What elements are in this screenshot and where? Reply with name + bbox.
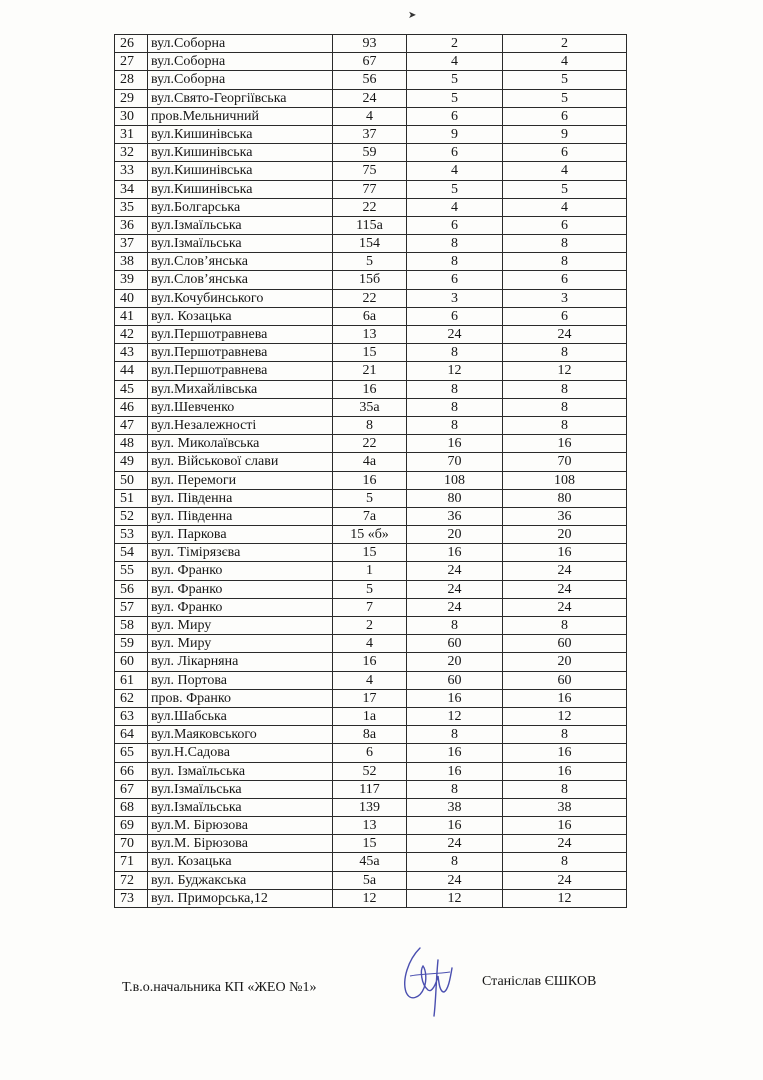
count-a: 9 — [407, 125, 503, 143]
row-number: 43 — [115, 344, 148, 362]
house-number: 15 — [333, 344, 407, 362]
count-b: 24 — [503, 562, 627, 580]
count-a: 38 — [407, 798, 503, 816]
count-b: 5 — [503, 180, 627, 198]
table-row — [115, 562, 627, 580]
row-number: 69 — [115, 817, 148, 835]
house-number: 17 — [333, 689, 407, 707]
count-b: 12 — [503, 362, 627, 380]
count-b: 38 — [503, 798, 627, 816]
street-name: вул.Незалежності — [148, 416, 333, 434]
count-b: 60 — [503, 671, 627, 689]
count-a: 16 — [407, 762, 503, 780]
house-number: 115а — [333, 216, 407, 234]
street-name: вул.Кочубинського — [148, 289, 333, 307]
row-number: 57 — [115, 598, 148, 616]
count-a: 6 — [407, 144, 503, 162]
row-number: 44 — [115, 362, 148, 380]
row-number: 71 — [115, 853, 148, 871]
table-row — [115, 235, 627, 253]
table-row — [115, 689, 627, 707]
row-number: 55 — [115, 562, 148, 580]
count-a: 8 — [407, 416, 503, 434]
table-row — [115, 144, 627, 162]
street-name: вул.Першотравнева — [148, 326, 333, 344]
count-a: 108 — [407, 471, 503, 489]
count-a: 24 — [407, 326, 503, 344]
row-number: 42 — [115, 326, 148, 344]
count-b: 16 — [503, 435, 627, 453]
row-number: 64 — [115, 726, 148, 744]
street-name: вул.Кишинівська — [148, 180, 333, 198]
count-a: 16 — [407, 544, 503, 562]
house-number: 37 — [333, 125, 407, 143]
count-b: 8 — [503, 780, 627, 798]
row-number: 37 — [115, 235, 148, 253]
count-b: 24 — [503, 598, 627, 616]
table-row — [115, 817, 627, 835]
count-a: 8 — [407, 235, 503, 253]
count-b: 8 — [503, 416, 627, 434]
row-number: 50 — [115, 471, 148, 489]
table-row — [115, 798, 627, 816]
count-b: 24 — [503, 326, 627, 344]
house-number: 67 — [333, 53, 407, 71]
table-row — [115, 71, 627, 89]
house-number: 22 — [333, 198, 407, 216]
house-number: 13 — [333, 326, 407, 344]
count-a: 24 — [407, 562, 503, 580]
table-row — [115, 489, 627, 507]
row-number: 32 — [115, 144, 148, 162]
street-name: вул.Соборна — [148, 71, 333, 89]
row-number: 31 — [115, 125, 148, 143]
count-b: 5 — [503, 89, 627, 107]
count-a: 8 — [407, 380, 503, 398]
house-number: 45а — [333, 853, 407, 871]
table-row — [115, 253, 627, 271]
street-name: вул. Буджакська — [148, 871, 333, 889]
row-number: 60 — [115, 653, 148, 671]
count-a: 8 — [407, 398, 503, 416]
count-a: 60 — [407, 671, 503, 689]
count-b: 80 — [503, 489, 627, 507]
street-name: вул. Франко — [148, 598, 333, 616]
count-a: 24 — [407, 871, 503, 889]
street-name: вул.Н.Садова — [148, 744, 333, 762]
house-number: 52 — [333, 762, 407, 780]
table-row — [115, 89, 627, 107]
house-number: 22 — [333, 289, 407, 307]
count-b: 8 — [503, 380, 627, 398]
count-a: 8 — [407, 344, 503, 362]
count-a: 6 — [407, 107, 503, 125]
street-name: вул. Козацька — [148, 307, 333, 325]
row-number: 34 — [115, 180, 148, 198]
table-row — [115, 780, 627, 798]
count-b: 70 — [503, 453, 627, 471]
count-a: 2 — [407, 35, 503, 53]
row-number: 59 — [115, 635, 148, 653]
signature — [390, 940, 470, 1020]
count-a: 5 — [407, 180, 503, 198]
table-row — [115, 125, 627, 143]
table-row — [115, 617, 627, 635]
row-number: 66 — [115, 762, 148, 780]
table-row — [115, 598, 627, 616]
count-b: 8 — [503, 398, 627, 416]
street-name: вул.Кишинівська — [148, 162, 333, 180]
count-b: 8 — [503, 853, 627, 871]
street-name: вул.Михайлівська — [148, 380, 333, 398]
count-a: 12 — [407, 707, 503, 725]
table-row — [115, 453, 627, 471]
street-name: вул. Паркова — [148, 526, 333, 544]
row-number: 51 — [115, 489, 148, 507]
house-number: 7 — [333, 598, 407, 616]
street-name: вул. Миколаївська — [148, 435, 333, 453]
row-number: 26 — [115, 35, 148, 53]
table-row — [115, 744, 627, 762]
count-a: 20 — [407, 526, 503, 544]
house-number: 15 — [333, 835, 407, 853]
house-number: 8 — [333, 416, 407, 434]
row-number: 47 — [115, 416, 148, 434]
table-row — [115, 580, 627, 598]
scan-mark: ➤ — [408, 10, 417, 21]
count-a: 70 — [407, 453, 503, 471]
street-name: вул.Шевченко — [148, 398, 333, 416]
row-number: 29 — [115, 89, 148, 107]
street-name: вул. Південна — [148, 489, 333, 507]
street-name: вул. Миру — [148, 617, 333, 635]
table-row — [115, 198, 627, 216]
count-a: 5 — [407, 89, 503, 107]
row-number: 33 — [115, 162, 148, 180]
table-row — [115, 416, 627, 434]
count-a: 12 — [407, 362, 503, 380]
count-a: 5 — [407, 71, 503, 89]
table-row — [115, 180, 627, 198]
count-b: 6 — [503, 271, 627, 289]
count-a: 16 — [407, 744, 503, 762]
count-a: 8 — [407, 617, 503, 635]
row-number: 38 — [115, 253, 148, 271]
count-a: 16 — [407, 817, 503, 835]
count-b: 36 — [503, 507, 627, 525]
table-row — [115, 726, 627, 744]
row-number: 49 — [115, 453, 148, 471]
count-b: 108 — [503, 471, 627, 489]
count-b: 3 — [503, 289, 627, 307]
house-number: 154 — [333, 235, 407, 253]
house-number: 7а — [333, 507, 407, 525]
house-number: 6а — [333, 307, 407, 325]
count-b: 16 — [503, 544, 627, 562]
street-name: вул. Ізмаїльська — [148, 762, 333, 780]
count-b: 12 — [503, 707, 627, 725]
row-number: 48 — [115, 435, 148, 453]
count-b: 4 — [503, 53, 627, 71]
street-name: вул. Франко — [148, 562, 333, 580]
table-row — [115, 507, 627, 525]
signer-position: Т.в.о.начальника КП «ЖЕО №1» — [122, 980, 317, 995]
count-a: 4 — [407, 53, 503, 71]
count-b: 24 — [503, 871, 627, 889]
house-number: 15 — [333, 544, 407, 562]
count-b: 24 — [503, 835, 627, 853]
table-row — [115, 271, 627, 289]
table-row — [115, 35, 627, 53]
row-number: 67 — [115, 780, 148, 798]
count-a: 16 — [407, 689, 503, 707]
street-name: вул. Тімірязєва — [148, 544, 333, 562]
street-name: вул. Південна — [148, 507, 333, 525]
address-table — [114, 34, 627, 908]
count-a: 4 — [407, 198, 503, 216]
house-number: 56 — [333, 71, 407, 89]
row-number: 62 — [115, 689, 148, 707]
house-number: 5 — [333, 580, 407, 598]
street-name: вул.Першотравнева — [148, 362, 333, 380]
street-name: вул. Лікарняна — [148, 653, 333, 671]
street-name: вул.Першотравнева — [148, 344, 333, 362]
house-number: 12 — [333, 889, 407, 907]
table-row — [115, 635, 627, 653]
house-number: 8а — [333, 726, 407, 744]
count-b: 16 — [503, 817, 627, 835]
row-number: 58 — [115, 617, 148, 635]
row-number: 63 — [115, 707, 148, 725]
count-b: 8 — [503, 253, 627, 271]
row-number: 72 — [115, 871, 148, 889]
count-b: 8 — [503, 235, 627, 253]
count-b: 16 — [503, 689, 627, 707]
house-number: 1а — [333, 707, 407, 725]
count-b: 20 — [503, 653, 627, 671]
row-number: 52 — [115, 507, 148, 525]
table-row — [115, 835, 627, 853]
street-name: пров. Франко — [148, 689, 333, 707]
table-row — [115, 871, 627, 889]
table-row — [115, 162, 627, 180]
count-b: 6 — [503, 216, 627, 234]
table-row — [115, 326, 627, 344]
count-b: 6 — [503, 144, 627, 162]
count-a: 60 — [407, 635, 503, 653]
count-a: 3 — [407, 289, 503, 307]
table-row — [115, 307, 627, 325]
street-name: вул.Ізмаїльська — [148, 235, 333, 253]
street-name: вул.Ізмаїльська — [148, 798, 333, 816]
house-number: 4 — [333, 635, 407, 653]
table-row — [115, 380, 627, 398]
count-a: 6 — [407, 271, 503, 289]
table-row — [115, 344, 627, 362]
street-name: вул.Соборна — [148, 53, 333, 71]
row-number: 40 — [115, 289, 148, 307]
row-number: 61 — [115, 671, 148, 689]
street-name: вул.Болгарська — [148, 198, 333, 216]
count-b: 4 — [503, 162, 627, 180]
row-number: 39 — [115, 271, 148, 289]
house-number: 15 «б» — [333, 526, 407, 544]
street-name: вул.Слов’янська — [148, 271, 333, 289]
street-name: вул. Козацька — [148, 853, 333, 871]
table-row — [115, 707, 627, 725]
street-name: вул.Свято-Георгіївська — [148, 89, 333, 107]
street-name: вул.Ізмаїльська — [148, 216, 333, 234]
house-number: 75 — [333, 162, 407, 180]
house-number: 5а — [333, 871, 407, 889]
street-name: вул.Маяковського — [148, 726, 333, 744]
table-row — [115, 889, 627, 907]
table-row — [115, 471, 627, 489]
count-b: 16 — [503, 744, 627, 762]
row-number: 27 — [115, 53, 148, 71]
street-name: вул. Миру — [148, 635, 333, 653]
house-number: 15б — [333, 271, 407, 289]
table-row — [115, 435, 627, 453]
house-number: 21 — [333, 362, 407, 380]
count-b: 6 — [503, 107, 627, 125]
table-row — [115, 526, 627, 544]
signer-name: Станіслав ЄШКОВ — [482, 974, 597, 989]
row-number: 53 — [115, 526, 148, 544]
house-number: 117 — [333, 780, 407, 798]
row-number: 28 — [115, 71, 148, 89]
street-name: вул. Франко — [148, 580, 333, 598]
count-a: 8 — [407, 253, 503, 271]
count-a: 36 — [407, 507, 503, 525]
house-number: 139 — [333, 798, 407, 816]
street-name: вул.Кишинівська — [148, 144, 333, 162]
house-number: 35а — [333, 398, 407, 416]
row-number: 70 — [115, 835, 148, 853]
count-b: 12 — [503, 889, 627, 907]
street-name: вул. Портова — [148, 671, 333, 689]
house-number: 16 — [333, 653, 407, 671]
table-row — [115, 544, 627, 562]
count-a: 4 — [407, 162, 503, 180]
count-a: 8 — [407, 726, 503, 744]
row-number: 41 — [115, 307, 148, 325]
count-b: 16 — [503, 762, 627, 780]
house-number: 4а — [333, 453, 407, 471]
house-number: 22 — [333, 435, 407, 453]
house-number: 13 — [333, 817, 407, 835]
table-row — [115, 216, 627, 234]
table-row — [115, 398, 627, 416]
count-a: 20 — [407, 653, 503, 671]
street-name: вул.Слов’янська — [148, 253, 333, 271]
house-number: 5 — [333, 253, 407, 271]
count-b: 24 — [503, 580, 627, 598]
table-row — [115, 853, 627, 871]
count-a: 12 — [407, 889, 503, 907]
row-number: 56 — [115, 580, 148, 598]
count-b: 8 — [503, 617, 627, 635]
count-a: 80 — [407, 489, 503, 507]
count-b: 5 — [503, 71, 627, 89]
house-number: 1 — [333, 562, 407, 580]
house-number: 77 — [333, 180, 407, 198]
street-name: вул.Соборна — [148, 35, 333, 53]
table-row — [115, 762, 627, 780]
row-number: 65 — [115, 744, 148, 762]
row-number: 45 — [115, 380, 148, 398]
count-a: 24 — [407, 580, 503, 598]
row-number: 54 — [115, 544, 148, 562]
table-row — [115, 53, 627, 71]
row-number: 30 — [115, 107, 148, 125]
table-row — [115, 289, 627, 307]
street-name: вул. Перемоги — [148, 471, 333, 489]
house-number: 6 — [333, 744, 407, 762]
house-number: 4 — [333, 107, 407, 125]
count-a: 8 — [407, 780, 503, 798]
table-row — [115, 671, 627, 689]
street-name: вул. Приморська,12 — [148, 889, 333, 907]
count-b: 6 — [503, 307, 627, 325]
street-name: вул.Кишинівська — [148, 125, 333, 143]
row-number: 73 — [115, 889, 148, 907]
count-a: 8 — [407, 853, 503, 871]
house-number: 16 — [333, 471, 407, 489]
house-number: 4 — [333, 671, 407, 689]
street-name: вул.М. Бірюзова — [148, 817, 333, 835]
count-b: 60 — [503, 635, 627, 653]
count-a: 24 — [407, 835, 503, 853]
count-a: 24 — [407, 598, 503, 616]
count-b: 8 — [503, 726, 627, 744]
street-name: вул.М. Бірюзова — [148, 835, 333, 853]
count-a: 6 — [407, 216, 503, 234]
address-table-body — [115, 35, 627, 908]
table-row — [115, 362, 627, 380]
house-number: 16 — [333, 380, 407, 398]
table-row — [115, 107, 627, 125]
count-a: 16 — [407, 435, 503, 453]
row-number: 46 — [115, 398, 148, 416]
house-number: 5 — [333, 489, 407, 507]
house-number: 24 — [333, 89, 407, 107]
count-b: 20 — [503, 526, 627, 544]
count-b: 8 — [503, 344, 627, 362]
count-b: 4 — [503, 198, 627, 216]
street-name: вул.Ізмаїльська — [148, 780, 333, 798]
count-b: 2 — [503, 35, 627, 53]
table-row — [115, 653, 627, 671]
house-number: 59 — [333, 144, 407, 162]
row-number: 68 — [115, 798, 148, 816]
count-b: 9 — [503, 125, 627, 143]
street-name: вул.Шабська — [148, 707, 333, 725]
count-a: 6 — [407, 307, 503, 325]
row-number: 36 — [115, 216, 148, 234]
street-name: пров.Мельничний — [148, 107, 333, 125]
row-number: 35 — [115, 198, 148, 216]
house-number: 2 — [333, 617, 407, 635]
house-number: 93 — [333, 35, 407, 53]
street-name: вул. Військової слави — [148, 453, 333, 471]
